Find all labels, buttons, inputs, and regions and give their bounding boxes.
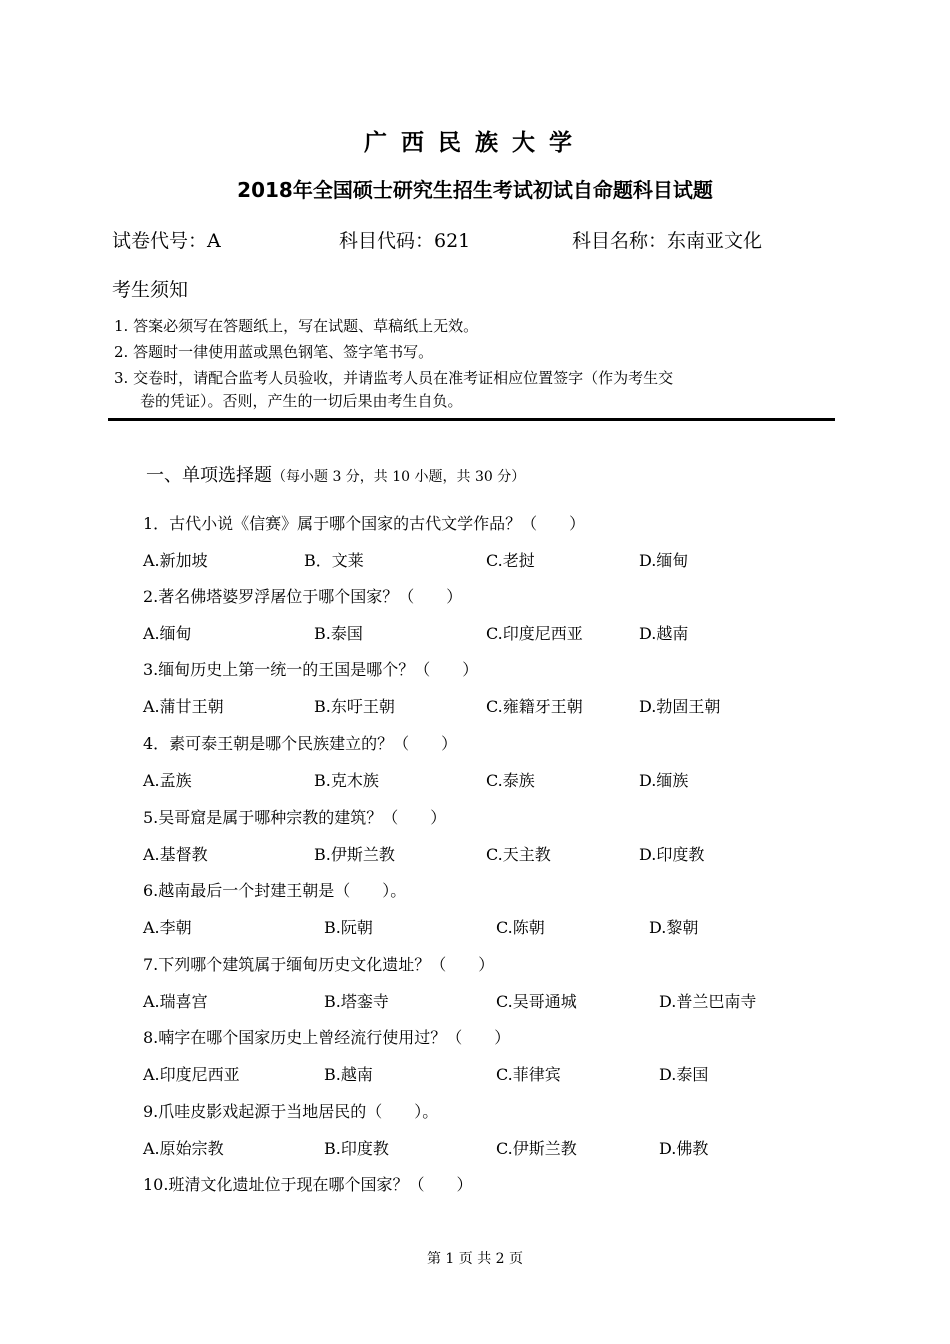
q5-option-a: A.基督教 xyxy=(143,845,208,864)
subject-name: 科目名称：东南亚文化 xyxy=(572,230,763,252)
question-9: 9.爪哇皮影戏起源于当地居民的（ ）。 xyxy=(143,1102,439,1121)
q4-option-b: B.克木族 xyxy=(314,771,379,790)
notice-item-1: 1. 答案必须写在答题纸上，写在试题、草稿纸上无效。 xyxy=(114,317,479,335)
q3-option-a: A.蒲甘王朝 xyxy=(143,697,224,716)
notice-item-3-cont: 卷的凭证）。否则，产生的一切后果由考生自负。 xyxy=(140,392,463,410)
q8-option-c: C.菲律宾 xyxy=(496,1065,561,1084)
q4-option-c: C.泰族 xyxy=(486,771,535,790)
question-2: 2.著名佛塔婆罗浮屠位于哪个国家？（ ） xyxy=(143,587,463,606)
q8-option-b: B.越南 xyxy=(324,1065,373,1084)
question-5: 5.吴哥窟是属于哪种宗教的建筑？（ ） xyxy=(143,808,447,827)
q5-option-c: C.天主教 xyxy=(486,845,551,864)
q7-option-c: C.吴哥通城 xyxy=(496,992,577,1011)
q8-option-d: D.泰国 xyxy=(659,1065,709,1084)
q6-option-c: C.陈朝 xyxy=(496,918,545,937)
q9-option-c: C.伊斯兰教 xyxy=(496,1139,577,1158)
subject-code: 科目代码：621 xyxy=(339,230,471,252)
q3-option-c: C.雍籍牙王朝 xyxy=(486,697,583,716)
q6-option-d: D.黎朝 xyxy=(649,918,699,937)
question-4: 4．素可泰王朝是哪个民族建立的？（ ） xyxy=(143,734,458,753)
page-footer: 第 1 页 共 2 页 xyxy=(426,1251,524,1267)
notice-heading: 考生须知 xyxy=(112,279,189,301)
notice-item-2: 2. 答题时一律使用蓝或黑色钢笔、签字笔书写。 xyxy=(114,343,434,361)
divider-line xyxy=(108,418,835,421)
question-3: 3.缅甸历史上第一统一的王国是哪个？（ ） xyxy=(143,660,479,679)
q3-option-d: D.勃固王朝 xyxy=(639,697,721,716)
q2-option-a: A.缅甸 xyxy=(143,624,192,643)
q3-option-b: B.东吁王朝 xyxy=(314,697,395,716)
q9-option-b: B.印度教 xyxy=(324,1139,389,1158)
q8-option-a: A.印度尼西亚 xyxy=(143,1065,240,1084)
section-note: （每小题 3 分，共 10 小题，共 30 分） xyxy=(272,469,526,485)
question-6: 6.越南最后一个封建王朝是（ ）。 xyxy=(143,881,407,900)
question-10: 10.班清文化遗址位于现在哪个国家？（ ） xyxy=(143,1175,473,1194)
notice-item-3: 3. 交卷时，请配合监考人员验收，并请监考人员在准考证相应位置签字（作为考生交 xyxy=(114,369,674,387)
section-title: 一、单项选择题 xyxy=(146,465,272,486)
q9-option-a: A.原始宗教 xyxy=(143,1139,224,1158)
q1-option-b: B．文莱 xyxy=(304,551,364,570)
section-heading xyxy=(146,461,525,487)
university-name: 广西民族大学 xyxy=(364,130,586,156)
q5-option-b: B.伊斯兰教 xyxy=(314,845,395,864)
q1-option-c: C.老挝 xyxy=(486,551,535,570)
exam-title: 2018年全国硕士研究生招生考试初试自命题科目试题 xyxy=(237,178,713,202)
q4-option-d: D.缅族 xyxy=(639,771,689,790)
q7-option-b: B.塔銮寺 xyxy=(324,992,389,1011)
question-1: 1．古代小说《信赛》属于哪个国家的古代文学作品？（ ） xyxy=(143,514,586,533)
q2-option-d: D.越南 xyxy=(639,624,689,643)
q7-option-a: A.瑞喜宫 xyxy=(143,992,208,1011)
q2-option-c: C.印度尼西亚 xyxy=(486,624,583,643)
q6-option-a: A.李朝 xyxy=(143,918,192,937)
q9-option-d: D.佛教 xyxy=(659,1139,709,1158)
q2-option-b: B.泰国 xyxy=(314,624,363,643)
q6-option-b: B.阮朝 xyxy=(324,918,373,937)
question-7: 7.下列哪个建筑属于缅甸历史文化遗址？（ ） xyxy=(143,955,495,974)
paper-code: 试卷代号：A xyxy=(112,230,221,252)
q7-option-d: D.普兰巴南寺 xyxy=(659,992,757,1011)
q4-option-a: A.孟族 xyxy=(143,771,192,790)
q5-option-d: D.印度教 xyxy=(639,845,705,864)
q1-option-d: D.缅甸 xyxy=(639,551,689,570)
q1-option-a: A.新加坡 xyxy=(143,551,208,570)
question-8: 8.喃字在哪个国家历史上曾经流行使用过？（ ） xyxy=(143,1028,511,1047)
